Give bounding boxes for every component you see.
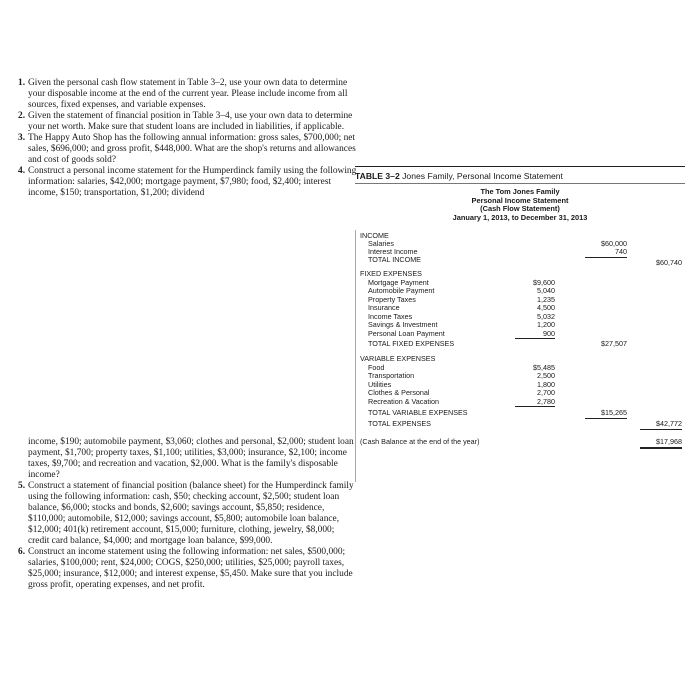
question-5 xyxy=(18,481,358,547)
question-6 xyxy=(18,547,358,591)
row-label: TOTAL EXPENSES xyxy=(368,419,431,428)
question-text: Given the personal cash flow statement in Table 3–2, use your own data to determine your disposable income at the end of the current year. Please include income from all sources, fixed expenses, and variable expenses. xyxy=(28,78,348,110)
question-number: 5. xyxy=(18,481,26,491)
row-value: 5,032 xyxy=(537,311,555,321)
row-value: $9,600 xyxy=(533,277,555,287)
row-value: $5,485 xyxy=(533,362,555,372)
questions-upper xyxy=(18,78,358,199)
question-text: Given the statement of financial position in Table 3–4, use your own data to determine your net worth. Make sure that student loans are included in liabilities, if applicable. xyxy=(28,111,353,132)
total-value: $60,740 xyxy=(656,258,682,267)
total-variable-row xyxy=(355,409,685,418)
row-label: Personal Loan Payment xyxy=(368,328,445,338)
questions-lower xyxy=(18,437,358,591)
total-value: $42,772 xyxy=(640,420,682,430)
section-heading: VARIABLE EXPENSES xyxy=(360,354,436,363)
row-value: 2,700 xyxy=(537,388,555,397)
total-income-row xyxy=(355,256,685,265)
row-label: Insurance xyxy=(368,303,400,312)
question-3 xyxy=(18,133,358,166)
question-number: 2. xyxy=(18,111,26,121)
question-4 xyxy=(18,166,358,199)
row-value: $60,000 xyxy=(601,239,627,248)
row-label: Utilities xyxy=(368,379,392,389)
row-label: Clothes & Personal xyxy=(368,388,430,397)
table-row xyxy=(355,372,685,381)
row-value: 5,040 xyxy=(537,286,555,295)
row-label: Recreation & Vacation xyxy=(368,396,439,406)
header-family: The Tom Jones Family xyxy=(480,187,560,196)
question-number: 4. xyxy=(18,166,26,176)
row-value: 2,500 xyxy=(537,371,555,380)
table-label: TABLE 3–2 xyxy=(355,171,400,181)
total-value: $27,507 xyxy=(601,339,627,348)
total-value: $15,265 xyxy=(585,409,627,419)
table-row xyxy=(355,296,685,305)
row-label: TOTAL FIXED EXPENSES xyxy=(368,339,455,348)
row-label: Salaries xyxy=(368,239,394,248)
row-value: 1,800 xyxy=(537,379,555,389)
header-statement: Personal Income Statement xyxy=(471,195,569,205)
table-caption xyxy=(355,166,685,181)
row-label: Property Taxes xyxy=(368,294,416,304)
row-label: TOTAL VARIABLE EXPENSES xyxy=(368,408,468,417)
row-label: Income Taxes xyxy=(368,311,413,321)
row-value: 1,235 xyxy=(537,294,555,304)
question-number: 1. xyxy=(18,78,26,88)
question-text: Construct a personal income statement for the Humperdinck family using the following information: salaries, $42,000; mortgage payment, $7,980; food, $2,400; interest income, $150; transportation, $1,200; dividend xyxy=(28,166,357,198)
total-expenses-row xyxy=(355,420,685,429)
question-text: Construct a statement of financial position (balance sheet) for the Humperdinck family using the following information: cash, $50; checking account, $2,500; student loan balance, $6,000; stocks and bonds, $2,600; savings account, $5,850; residence, $110,000; automobile, $12,000; savings account, $5,800; automobile loan balance, $12,000; 401(k) retirement account, $15,000; furniture, clothing, jewelry, $8,000; credit card balance, $4,000; and mortgage loan balance, $99,000. xyxy=(28,481,354,546)
row-label: Food xyxy=(368,362,385,372)
row-label: Mortgage Payment xyxy=(368,277,429,287)
question-4-continued xyxy=(18,437,358,481)
cash-balance-row xyxy=(355,438,685,447)
row-label: Savings & Investment xyxy=(368,320,438,329)
total-fixed-row xyxy=(355,340,685,349)
question-2 xyxy=(18,111,358,133)
table-row xyxy=(355,330,685,339)
row-value: 4,500 xyxy=(537,303,555,312)
row-label: Interest Income xyxy=(368,247,418,256)
row-label: Transportation xyxy=(368,371,415,380)
question-number: 6. xyxy=(18,547,26,557)
table-title: Jones Family, Personal Income Statement xyxy=(402,171,563,181)
row-value: 1,200 xyxy=(537,320,555,329)
row-value: 2,780 xyxy=(515,398,555,408)
question-text: Construct an income statement using the following information: net sales, $500,000; salaries, $100,000; rent, $24,000; COGS, $250,000; utilities, $25,000; payroll taxes, $25,000; insurance, $12,000; and interest expense, $5,450. Make sure that you include gross profit, operating expenses, and net profit. xyxy=(28,547,353,590)
header-period: January 1, 2013, to December 31, 2013 xyxy=(452,212,588,222)
question-text: The Happy Auto Shop has the following annual information: gross sales, $700,000; net sales, $696,000; and gross profit, $448,000. What are the shop's returns and allowances and cost of goods sold? xyxy=(28,133,356,165)
section-heading: INCOME xyxy=(360,231,389,240)
total-value: $17,968 xyxy=(640,438,682,449)
section-heading: FIXED EXPENSES xyxy=(360,269,422,278)
row-label: Automobile Payment xyxy=(368,286,435,295)
header-cashflow: (Cash Flow Statement) xyxy=(480,204,560,214)
row-label: TOTAL INCOME xyxy=(368,255,421,264)
table-row xyxy=(355,398,685,407)
row-value: 900 xyxy=(515,330,555,340)
question-1 xyxy=(18,78,358,111)
question-text: income, $190; automobile payment, $3,060; clothes and personal, $2,000; student loan payment, $1,700; property taxes, $1,100; utilities, $3,000; insurance, $2,100; income taxes, $9,700; and recreation and vacation, $2,000. What is the family's disposable income? xyxy=(28,437,354,480)
row-label: (Cash Balance at the end of the year) xyxy=(360,437,480,446)
question-number: 3. xyxy=(18,133,26,143)
caption-divider xyxy=(355,183,685,184)
variable-heading-row xyxy=(355,355,685,364)
row-value: 740 xyxy=(585,248,627,258)
income-statement-table xyxy=(355,166,685,481)
